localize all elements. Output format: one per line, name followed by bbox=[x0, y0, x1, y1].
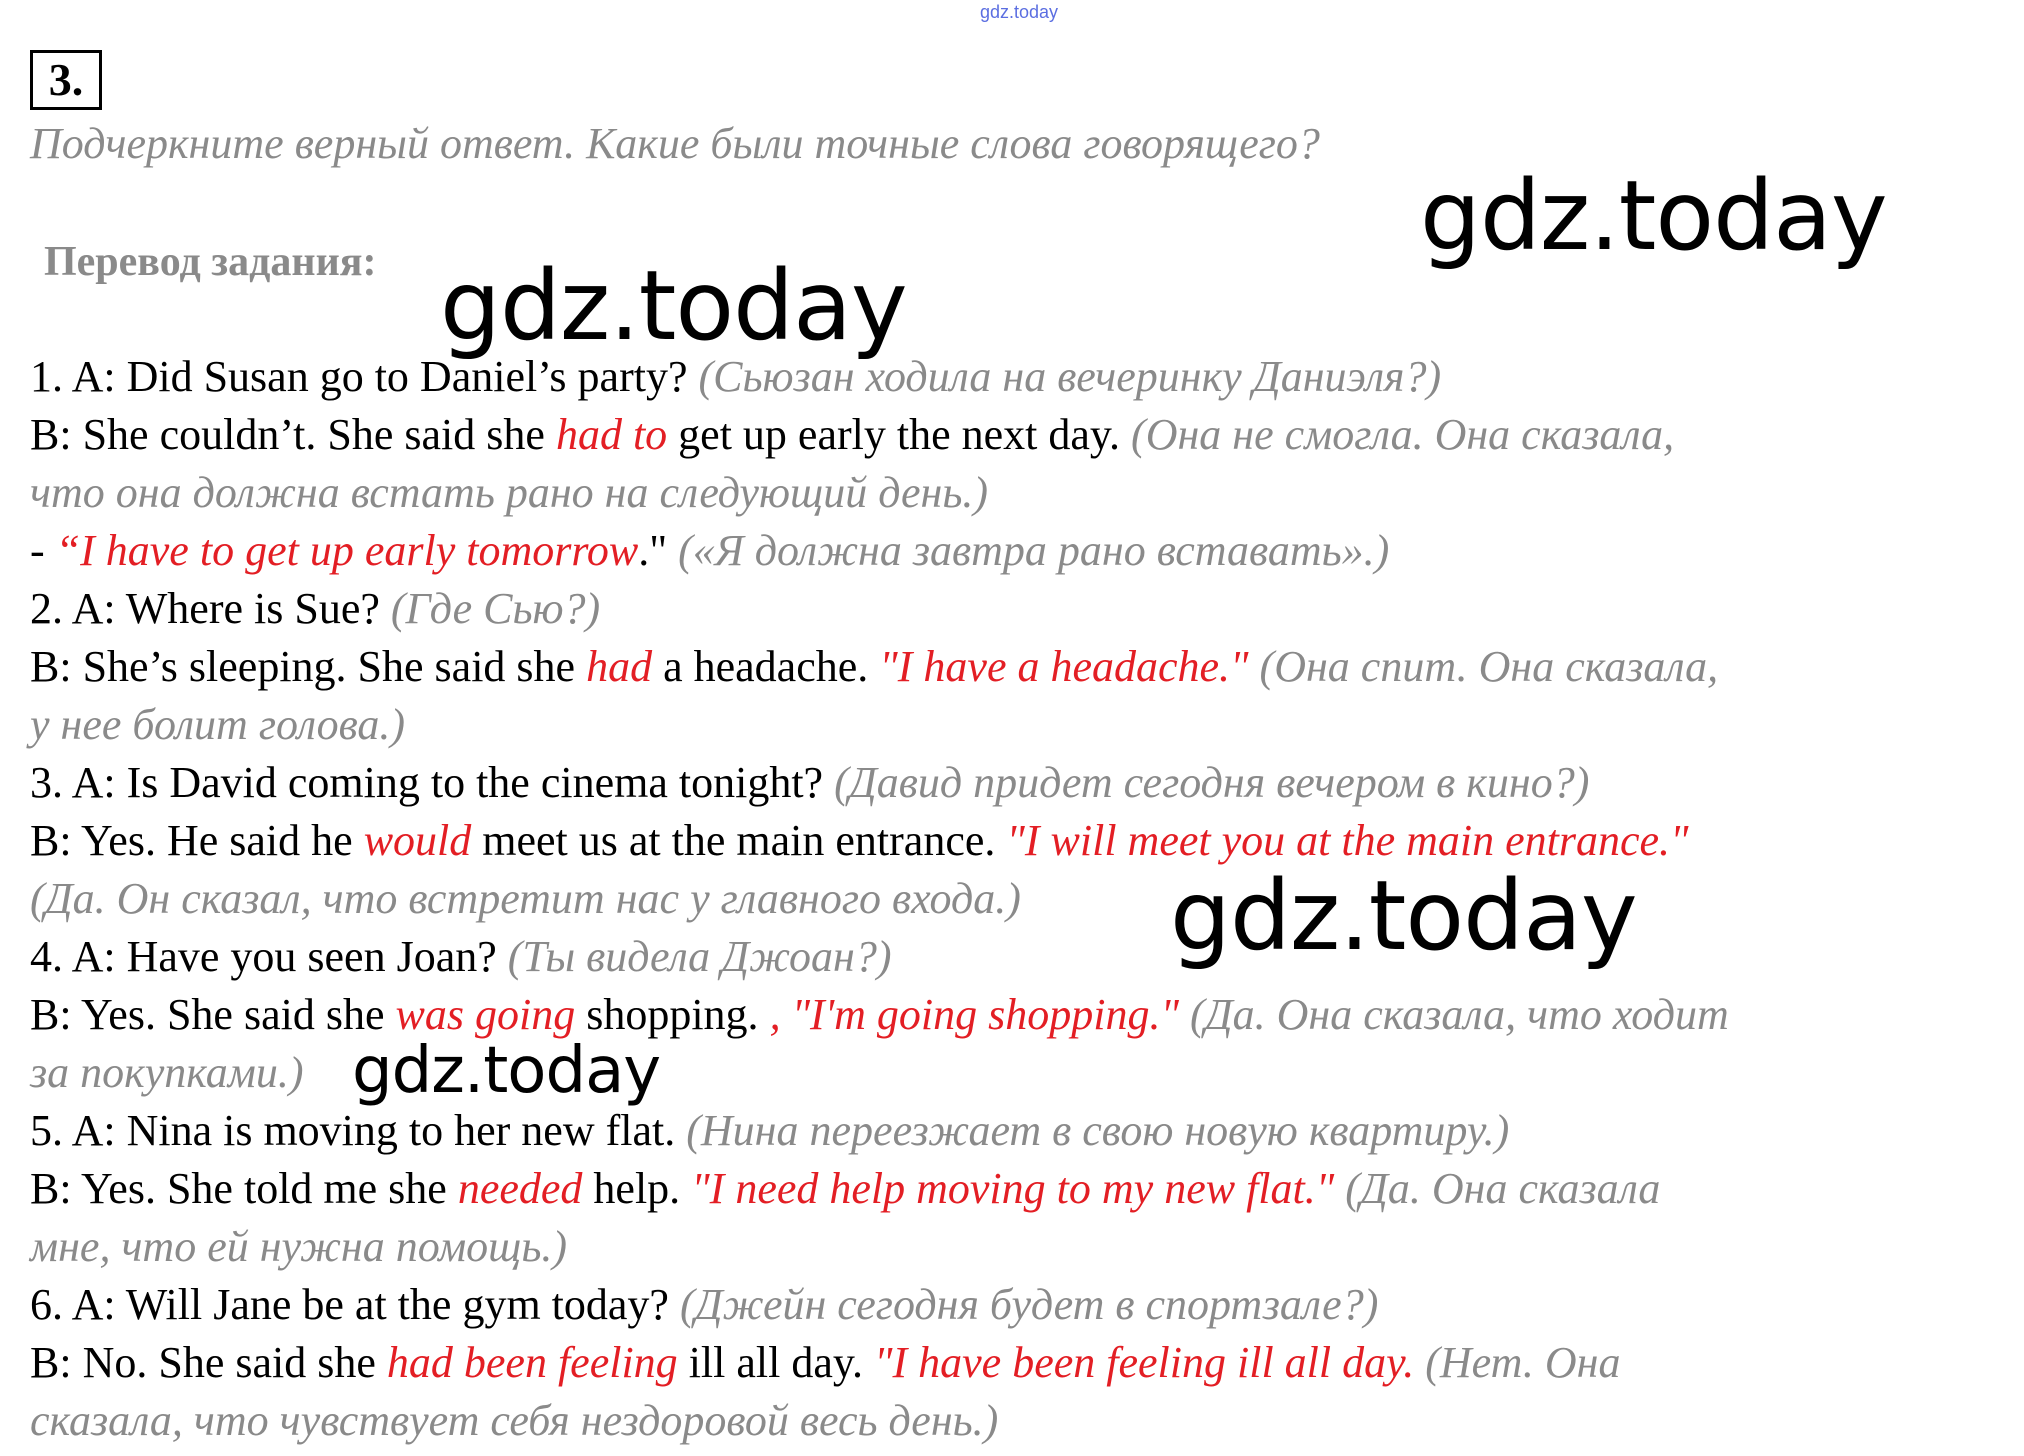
russian-translation: (Нет. Она bbox=[1414, 1338, 1621, 1387]
russian-translation: (Да. Она сказала bbox=[1334, 1164, 1661, 1213]
watermark-large: gdz.today bbox=[1170, 860, 1637, 972]
russian-translation: (Она не смогла. Она сказала, bbox=[1131, 410, 1675, 459]
english-text: 6. A: Will Jane be at the gym today? bbox=[30, 1280, 680, 1329]
exercise-line bbox=[30, 638, 1990, 696]
highlighted-answer: needed bbox=[457, 1164, 583, 1213]
exercise-line bbox=[30, 464, 1990, 522]
highlighted-answer: had bbox=[586, 642, 653, 691]
russian-translation: (Давид придет сегодня вечером в кино?) bbox=[834, 758, 1590, 807]
russian-translation: (Сьюзан ходила на вечеринку Даниэля?) bbox=[698, 352, 1442, 401]
exercise-content bbox=[30, 348, 1990, 1450]
english-text: shopping. bbox=[575, 990, 770, 1039]
highlighted-answer: "I have a headache." bbox=[879, 642, 1249, 691]
russian-translation: у нее болит голова.) bbox=[30, 700, 406, 749]
english-text: 2. A: Where is Sue? bbox=[30, 584, 391, 633]
russian-translation: за покупками.) bbox=[30, 1048, 304, 1097]
highlighted-answer: "I have been feeling ill all day. bbox=[874, 1338, 1415, 1387]
header-watermark: gdz.today bbox=[980, 2, 1059, 22]
english-text: 4. A: Have you seen Joan? bbox=[30, 932, 508, 981]
english-text: B: Yes. He said he bbox=[30, 816, 364, 865]
english-text: ill all day. bbox=[677, 1338, 875, 1387]
exercise-line bbox=[30, 1160, 1990, 1218]
english-text: 1. A: Did Susan go to Daniel’s party? bbox=[30, 352, 699, 401]
exercise-line bbox=[30, 1334, 1990, 1392]
exercise-line bbox=[30, 1218, 1990, 1276]
highlighted-answer: had been feeling bbox=[386, 1338, 678, 1387]
english-text: a headache. bbox=[652, 642, 880, 691]
english-text: B: Yes. She said she bbox=[30, 990, 396, 1039]
english-text: help. bbox=[582, 1164, 692, 1213]
russian-translation: (Где Сью?) bbox=[390, 584, 601, 633]
english-text: - bbox=[30, 526, 56, 575]
exercise-line bbox=[30, 580, 1990, 638]
english-text: meet us at the main entrance. bbox=[471, 816, 1007, 865]
watermark-large: gdz.today bbox=[440, 250, 907, 362]
exercise-line bbox=[30, 1044, 1990, 1102]
russian-translation: (Ты видела Джоан?) bbox=[507, 932, 892, 981]
exercise-line bbox=[30, 754, 1990, 812]
russian-translation: (Да. Он сказал, что встретит нас у главного входа.) bbox=[30, 874, 1021, 923]
highlighted-answer: , "I'm going shopping." bbox=[769, 990, 1179, 1039]
russian-translation: (Она спит. Она сказала, bbox=[1248, 642, 1719, 691]
english-text: B: Yes. She told me she bbox=[30, 1164, 458, 1213]
watermark-small: gdz.today bbox=[352, 1034, 661, 1108]
highlighted-answer: "I will meet you at the main entrance." bbox=[1006, 816, 1689, 865]
watermark-large: gdz.today bbox=[1420, 160, 1887, 272]
russian-translation: сказала, что чувствует себя нездоровой весь день.) bbox=[30, 1396, 999, 1445]
english-text: 3. A: Is David coming to the cinema tonight? bbox=[30, 758, 835, 807]
russian-translation: (Да. Она сказала, что ходит bbox=[1178, 990, 1729, 1039]
exercise-line bbox=[30, 986, 1990, 1044]
exercise-line bbox=[30, 812, 1990, 870]
english-text: B: No. She said she bbox=[30, 1338, 387, 1387]
english-text: B: She couldn’t. She said she bbox=[30, 410, 556, 459]
highlighted-answer: "I need help moving to my new flat." bbox=[691, 1164, 1335, 1213]
highlighted-answer: would bbox=[363, 816, 472, 865]
russian-translation: что она должна встать рано на следующий день.) bbox=[30, 468, 989, 517]
exercise-line bbox=[30, 522, 1990, 580]
highlighted-answer: “I have to get up early tomorrow bbox=[55, 526, 639, 575]
exercise-line bbox=[30, 696, 1990, 754]
exercise-line bbox=[30, 928, 1990, 986]
russian-translation: (Джейн сегодня будет в спортзале?) bbox=[679, 1280, 1379, 1329]
russian-translation: («Я должна завтра рано вставать».) bbox=[678, 526, 1390, 575]
translation-heading: Перевод задания: bbox=[44, 239, 377, 285]
english-text: 5. A: Nina is moving to her new flat. bbox=[30, 1106, 687, 1155]
english-text: ." bbox=[638, 526, 679, 575]
russian-translation: мне, что ей нужна помощь.) bbox=[30, 1222, 568, 1271]
task-instruction: Подчеркните верный ответ. Какие были точные слова говорящего? bbox=[30, 119, 1320, 168]
exercise-line bbox=[30, 406, 1990, 464]
highlighted-answer: was going bbox=[395, 990, 576, 1039]
exercise-line bbox=[30, 1102, 1990, 1160]
task-number-box: 3. bbox=[30, 50, 102, 110]
exercise-line bbox=[30, 1276, 1990, 1334]
russian-translation: (Нина переезжает в свою новую квартиру.) bbox=[686, 1106, 1510, 1155]
english-text: B: She’s sleeping. She said she bbox=[30, 642, 587, 691]
exercise-line bbox=[30, 348, 1990, 406]
exercise-line bbox=[30, 870, 1990, 928]
highlighted-answer: had to bbox=[555, 410, 668, 459]
exercise-line bbox=[30, 1392, 1990, 1450]
english-text: get up early the next day. bbox=[667, 410, 1132, 459]
